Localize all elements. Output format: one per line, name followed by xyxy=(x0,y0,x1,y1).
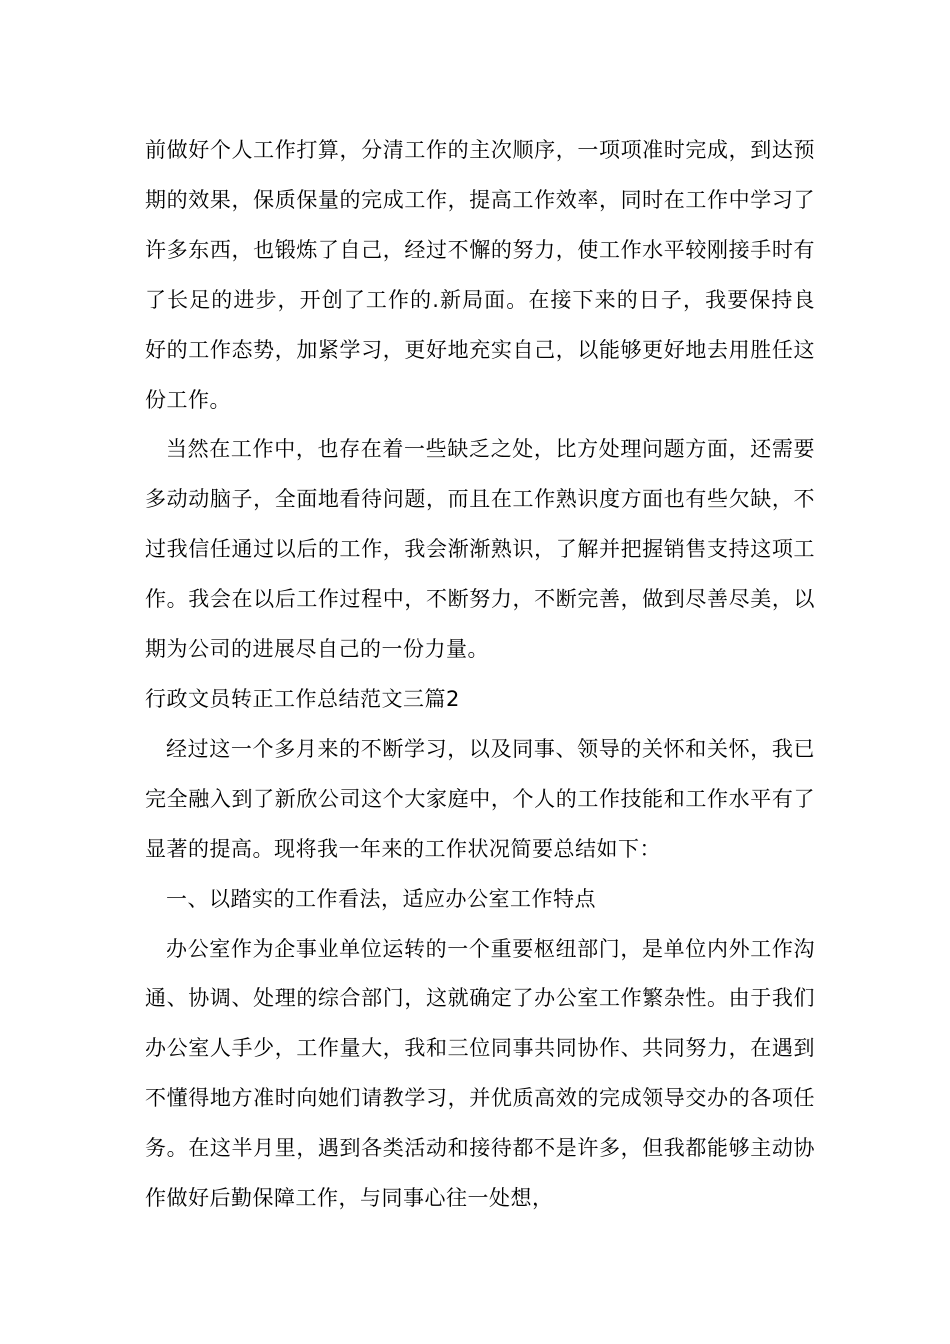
section-title: 行政文员转正工作总结范文三篇2 xyxy=(145,686,460,711)
subsection-heading: 一、以踏实的工作看法，适应办公室工作特点 xyxy=(166,886,596,911)
paragraph-intro: 经过这一个多月来的不断学习，以及同事、领导的关怀和关怀，我已完全融入到了新欣公司这个大家庭中，个人的工作技能和工作水平有了显著的提高。现将我一年来的工作状况简要总结如下： xyxy=(145,736,815,861)
paragraph-office-work: 办公室作为企事业单位运转的一个重要枢纽部门，是单位内外工作沟通、协调、处理的综合部门，这就确定了办公室工作繁杂性。由于我们办公室人手少，工作量大，我和三位同事共同协作、共同努力，在遇到不懂得地方准时向她们请教学习，并优质高效的完成领导交办的各项任务。在这半月里，遇到各类活动和接待都不是许多，但我都能够主动协作做好后勤保障工作，与同事心往一处想， xyxy=(145,936,815,1211)
document-body xyxy=(145,126,815,1224)
paragraph-work-plan: 前做好个人工作打算，分清工作的主次顺序，一项项准时完成，到达预期的效果，保质保量的完成工作，提高工作效率，同时在工作中学习了许多东西，也锻炼了自己，经过不懈的努力，使工作水平较刚接手时有了长足的进步，开创了工作的.新局面。在接下来的日子，我要保持良好的工作态势，加紧学习，更好地充实自己，以能够更好地去用胜任这份工作。 xyxy=(145,138,815,412)
paragraph-shortcomings: 当然在工作中，也存在着一些缺乏之处，比方处理问题方面，还需要多动动脑子，全面地看待问题，而且在工作熟识度方面也有些欠缺，不过我信任通过以后的工作，我会渐渐熟识，了解并把握销售支持这项工作。我会在以后工作过程中，不断努力，不断完善，做到尽善尽美，以期为公司的进展尽自己的一份力量。 xyxy=(145,437,815,662)
